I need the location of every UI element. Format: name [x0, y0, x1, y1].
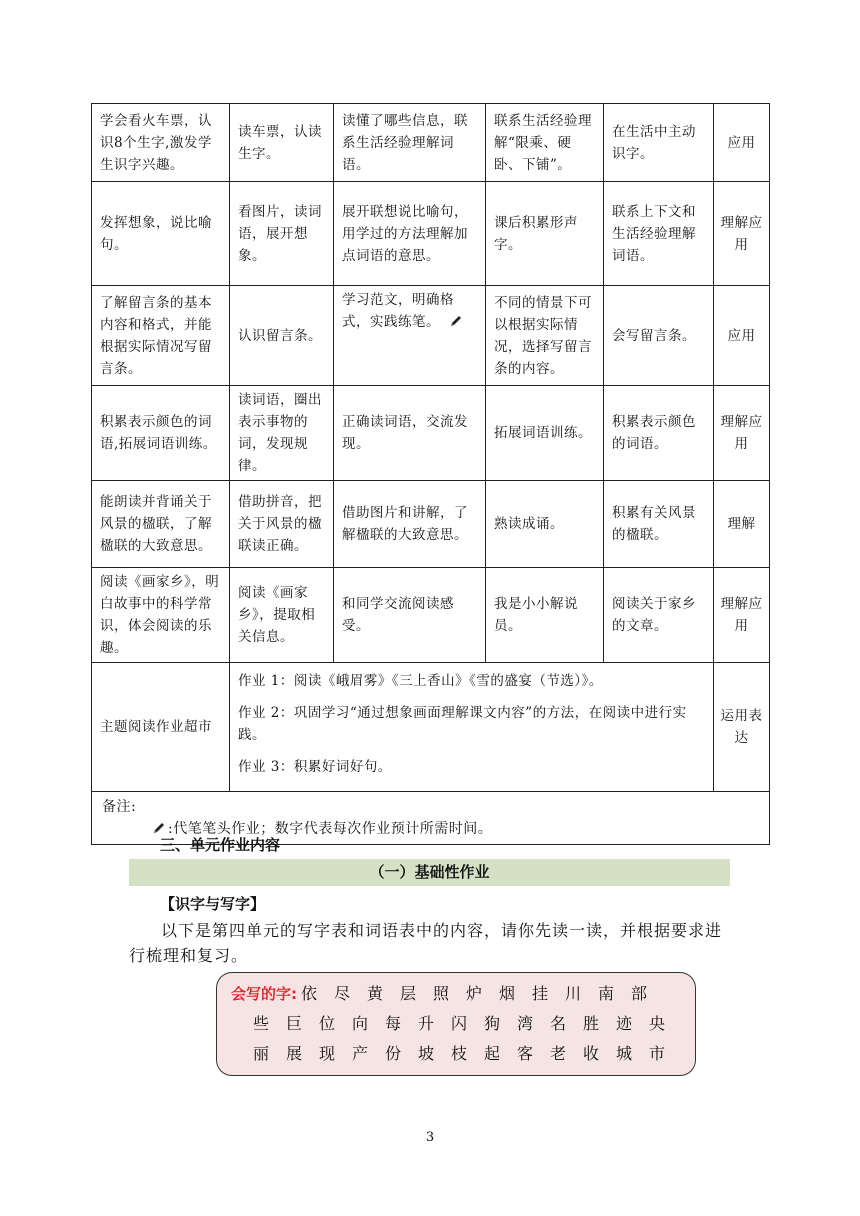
- activity-cell: 阅读《画家乡》，提取相关信息。: [230, 568, 334, 663]
- level-cell: 应用: [714, 104, 770, 182]
- question-cell: [334, 286, 486, 386]
- character-row: [231, 1009, 695, 1039]
- activity-cell: 借助拼音，把关于风景的楹联读正确。: [230, 481, 334, 568]
- character-row: [231, 1039, 695, 1069]
- question-cell: 和同学交流阅读感受。: [334, 568, 486, 663]
- objective-cell: 积累表示颜色的词语,拓展词语训练。: [92, 386, 230, 481]
- table-row: [92, 386, 770, 481]
- extension-cell: 熟读成诵。: [486, 481, 604, 568]
- table-row: [92, 568, 770, 663]
- objective-cell: 能朗读并背诵关于风景的楹联，了解楹联的大致意思。: [92, 481, 230, 568]
- level-cell: 理解应用: [714, 386, 770, 481]
- extension-cell: 不同的情景下可以根据实际情况，选择写留言条的内容。: [486, 286, 604, 386]
- question-cell: 正确读词语，交流发现。: [334, 386, 486, 481]
- homework-plan-table: [91, 103, 770, 845]
- table-row: [92, 286, 770, 386]
- goal-cell: 阅读关于家乡的文章。: [604, 568, 714, 663]
- pen-icon: [152, 821, 166, 835]
- character-list: 丽展现产份坡枝起客老收城市: [253, 1044, 683, 1063]
- table-row: [92, 182, 770, 286]
- notes-label: 备注:: [102, 799, 137, 815]
- goal-cell: 积累有关风景的楹联。: [604, 481, 714, 568]
- table-row: [92, 481, 770, 568]
- goal-cell: 会写留言条。: [604, 286, 714, 386]
- homework-list-cell: [230, 663, 714, 792]
- pen-icon: [449, 314, 463, 328]
- section-heading: 三、单元作业内容: [160, 836, 281, 854]
- question-cell: 借助图片和讲解，了解楹联的大致意思。: [334, 481, 486, 568]
- activity-cell: 认识留言条。: [230, 286, 334, 386]
- homework-item: 作业 3：积累好词好句。: [238, 759, 392, 775]
- level-cell: 理解应用: [714, 182, 770, 286]
- goal-cell: 积累表示颜色的词语。: [604, 386, 714, 481]
- level-cell: 应用: [714, 286, 770, 386]
- activity-cell: 读车票，认读生字。: [230, 104, 334, 182]
- objective-cell: 发挥想象，说比喻句。: [92, 182, 230, 286]
- character-box: [216, 972, 696, 1076]
- character-row: [231, 979, 695, 1009]
- activity-cell: 读词语，圈出表示事物的词，发现规律。: [230, 386, 334, 481]
- question-cell: 读懂了哪些信息，联系生活经验理解词语。: [334, 104, 486, 182]
- goal-cell: 在生活中主动识字。: [604, 104, 714, 182]
- theme-reading-row: [92, 663, 770, 792]
- subsection-bar: （一）基础性作业: [129, 859, 730, 886]
- objective-cell: 了解留言条的基本内容和格式，并能根据实际情况写留言条。: [92, 286, 230, 386]
- character-list: 依尽黄层照炉烟挂川南部: [301, 984, 665, 1003]
- level-cell: 理解: [714, 481, 770, 568]
- theme-label-cell: 主题阅读作业超市: [92, 663, 230, 792]
- intro-paragraph: 以下是第四单元的写字表和词语表中的内容，请你先读一读，并根据要求进行梳理和复习。: [129, 921, 723, 965]
- subsection-title: 【识字与写字】: [160, 895, 266, 913]
- objective-cell: 阅读《画家乡》，明白故事中的科学常识，体会阅读的乐趣。: [92, 568, 230, 663]
- extension-cell: 我是小小解说员。: [486, 568, 604, 663]
- homework-item: 作业 2：巩固学习“通过想象画面理解课文内容”的方法，在阅读中进行实践。: [238, 705, 687, 743]
- level-cell: 运用表达: [714, 663, 770, 792]
- goal-cell: 联系上下文和生活经验理解词语。: [604, 182, 714, 286]
- level-cell: 理解应用: [714, 568, 770, 663]
- homework-item: 作业 1：阅读《峨眉雾》《三上香山》《雪的盛宴（节选）》。: [238, 673, 603, 689]
- question-cell: 展开联想说比喻句，用学过的方法理解加点词语的意思。: [334, 182, 486, 286]
- objective-cell: 学会看火车票，认识8个生字,激发学生识字兴趣。: [92, 104, 230, 182]
- question-text: 学习范文，明确格式，实践练笔。: [342, 292, 454, 330]
- character-box-label: 会写的字:: [231, 985, 297, 1003]
- table-row: [92, 104, 770, 182]
- notes-text: :代笔笔头作业；数字代表每次作业预计所需时间。: [168, 821, 493, 837]
- character-list: 些巨位向每升闪狗湾名胜迹央: [253, 1014, 683, 1033]
- activity-cell: 看图片，读词语，展开想象。: [230, 182, 334, 286]
- extension-cell: 课后积累形声字。: [486, 182, 604, 286]
- extension-cell: 拓展词语训练。: [486, 386, 604, 481]
- extension-cell: 联系生活经验理解“限乘、硬卧、下铺”。: [486, 104, 604, 182]
- page-number: 3: [425, 1130, 435, 1145]
